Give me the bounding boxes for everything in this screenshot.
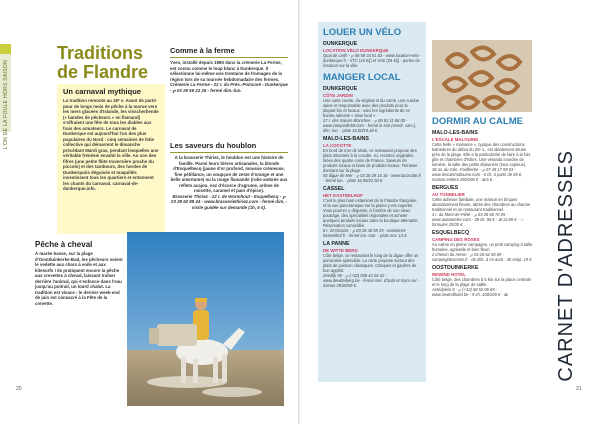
calme-text-3: Au calme en pleine campagne, un petit camping à taille humaine, agréable et bien fleuri.	[432, 242, 533, 252]
velo-text: Quai de Leith - ℘ 06 59 34 51 53 - www.location-velo-dunkerque.fr - VTC (16 €/j) et VAE (28 €/j) - portes de livraison sur la ville.	[323, 53, 421, 68]
ferme-section	[170, 46, 288, 93]
manger-name-4: DE WITTE BERG	[323, 248, 358, 253]
page-number-right: 21	[576, 386, 582, 392]
saveurs-heading: Les saveurs du houblon	[170, 141, 288, 153]
saveurs-text: À la brasserie Thiriez, le houblon est une histoire de famille. Parmi leurs bières artisanales, la blonde d'Esquelbecq (jaune d'or profond, mousse crémeuse, fine pétillance, un soupçon de zeste d'orange et une belle amertume) ou la rouge flamande (robe ambrée aux reflets acajou, nez d'écorce d'agrume, arôme de noisette, caramel et pain d'épice).	[170, 155, 288, 193]
manger-name-1: CÔTE JARDIN	[323, 93, 353, 98]
calme-name-3: CAMPING DES ROSES	[432, 237, 480, 242]
pretzel-photo	[432, 40, 532, 112]
side-strip-marker	[0, 44, 11, 54]
manger-address-4: Zeedijk 95 - ℘ (+32) 058 42 04 42 - www.dewitteberg.be - fermé mer. d'août et mars-avr. - menus 28/30/59 €.	[323, 273, 421, 288]
peche-text: À marée basse, sur la plage d'Oostduinkerke-Bad, les pêcheurs voient le vedette aux chars à voile et aux kitesurfs ! Ils pratiquent encore la pêche aux crevettes à cheval, laissant traîner derrière l'animal, qui s'enfonce dans l'eau jusqu'au poitrail, un lourd chalut. La tradition est vivace : le dernier week-end de juin est consacré à la Fête de la crevette.	[35, 251, 123, 306]
pretzel-illustration	[432, 40, 532, 112]
photo-illustration	[127, 232, 284, 406]
side-label: L'ON DE LA FOULE HORS SAISON	[3, 60, 9, 150]
velo-place: DUNKERQUE	[323, 41, 358, 47]
calme-address-4: Astridplein 8 - ℘ (+32) 58 52 06 69 - www.rewindhotel.be - 9 ch. 100/200 € - ⊠.	[432, 287, 509, 297]
manger-heading: MANGER LOCAL	[323, 72, 401, 83]
calme-text-1: Cette belle « malouine », typique des constructions balnéaires du début du 20ᵉ s., est idéalement située près de la plage. Elle a la particularité de faire à la fois gîte et chambres d'hôtes. Une véranda inondée de lumière, la salle des petits déjeuners (tous copieux).	[432, 142, 531, 167]
manger-name-3: HET KASTEELHOF	[323, 193, 363, 198]
manger-place-1: DUNKERQUE	[323, 86, 358, 92]
calme-name-4: REWIND HOTEL	[432, 272, 466, 277]
manger-text-2: En bord de mer de Malo, ce restaurant propose des plats mitonnés à la cocotte. Ici, recettes originales tirées des quatre coins de France. Saveurs de produits locaux et base de produits locaux. Terrasse donnant sur la plage.	[323, 148, 418, 173]
calme-place-4: OOSTDUINKERKE	[432, 265, 479, 271]
manger-address-1: 27 r. des Sœurs-Blanches - ℘ 09 81 11 88 00 - www.cotejardin59.com - fermé le soir (vendr. sam.), dim.-lun. - plats 15,50/19,40 €.	[323, 118, 417, 133]
calme-text-4: Côté belge, des chambres à 5 km sur la place centrale et le long de la plage de sable.	[432, 277, 531, 287]
calme-address-3: 2 chemin du Hemn - ℘ 03 28 62 90 09 - campingdesroses.fr - de déc. à mi-août - 40 empl. 19 €.	[432, 252, 533, 262]
saveurs-address: Brasserie Thiriez - 22 r. de Wormhout - Esquelbecq - ℘ 03 28 62 88 44 - www.brasseriethiriez.com - fermé dim. - visite guidée sur demande (1h, 6 €).	[171, 193, 287, 210]
ferme-address: Crèmerie La Ferme - 22 r. du Prés.-Poincaré - Dunkerque - ℘ 03 28 59 22 25 - fermé dim.-lun.	[170, 82, 288, 93]
manger-address-2: 55 digue de Mer - ℘ 03 28 29 15 16 - www.lacocotte.fr - fermé lun. - plats 16,90/22,50 €.	[323, 173, 421, 183]
calme-heading: DORMIR AU CALME	[432, 116, 523, 127]
saveurs-section	[170, 141, 288, 210]
velo-name: LOCATION VÉLO DUNKERQUE	[323, 48, 389, 53]
manger-place-3: CASSEL	[323, 186, 345, 192]
calme-name-1: L'ESCALE MALOUINE	[432, 137, 479, 142]
manger-name-2: LA COCOTTE	[323, 143, 352, 148]
calme-address-1: 38 av. du Gén.-Faidherbe - ℘ 07 49 17 99 03 - www.lescalemalouine.com - 5 ch. à partir de 85 €, maison entière 250/290 € - ⊠ 6 €.	[432, 167, 523, 182]
manger-text-3: C'est le plus haut estaminet de la Flandre française, et la vue panoramique sur la plaine y est superbe. Vous pourrez y déguster, à l'ombre de son vieux poutrage, des spécialités régionales et acheter quelques produits locaux dans la boutique attenante. Réservation conseillée.	[323, 198, 419, 228]
manger-text-4: Côté belge, ce restaurant le long de la digue offre un panorama splendide. La carte propose surtout des plats de poisson classiques. Critiques et gaufres de bon appétit.	[323, 253, 419, 273]
manger-text-1: Une carte courte, du végétal et du carné, une cuisine saine et responsable avec des produits pour la plupart bio et locaux : voici les ingrédients de ce bonne adresse « slow food ».	[323, 98, 420, 118]
calme-place-2: BERGUES	[432, 185, 459, 191]
calme-place-3: ESQUELBECQ	[432, 230, 470, 236]
calme-address-2: 4 r. du Mont-de-Piété - ℘ 03 28 68 70 05 - www.autonnelier.com - 39 ch. 96 € - ⊠ 12,80 € - ☞ formules 25/35 €.	[432, 212, 524, 227]
ferme-heading: Comme à la ferme	[170, 46, 288, 58]
carnaval-box	[57, 84, 165, 234]
vertical-section-title: CARNET D'ADRESSES	[555, 150, 577, 382]
address-column-1	[318, 22, 426, 382]
peche-heading: Pêche à cheval	[35, 240, 93, 249]
peche-section	[35, 240, 123, 306]
page-title: Traditions de Flandre	[57, 43, 149, 82]
page-number-left: 20	[16, 386, 22, 392]
manger-place-4: LA PANNE	[323, 241, 350, 247]
calme-text-2: Cette adresse familiale, une maison en briques abondamment fleurie, abrite des chambres au charme traditionnel et un restaurant traditionnel.	[432, 197, 531, 212]
carnaval-heading: Un carnaval mythique	[63, 87, 141, 96]
horseback-fishing-photo	[127, 232, 284, 406]
address-column-2	[432, 116, 534, 297]
ferme-text: Yves, installé depuis 1980 dans la crèmerie La Ferme, est connu comme le loup blanc à Dunkerque. Il sélectionne lui-même une trentaine de fromages de la région lors de sa tournée hebdomadaire des fermes.	[170, 60, 282, 82]
calme-name-2: AU TONNELIER	[432, 192, 465, 197]
carnaval-text: La tradition remonte au 18ᵉ s. Avant de partir pour de longs mois de pêche à la morue vers les mers glacées d'Islande, les visscherbende (« bandes de pêcheurs » en flamand) s'offraient une fête de tous les diables aux frais des armateurs. Le carnaval de Dunkerque est aujourd'hui l'un des plus populaires du Nord : cinq semaines de folie collective qui démarrent le dimanche précédant Mardi gras, pendant lesquelles une véritable frénésie envahit la ville. Au son des fifres (une petite flûte traversière proche du piccolo) et des tambours, des hordes de Dunkerquois déguisés et maquillés investissent tous les quartiers et entonnent les chants du carnaval. carnaval-de-dunkerque.info.	[63, 98, 159, 191]
calme-place-1: MALO-LES-BAINS	[432, 130, 478, 136]
manger-address-3: 8 r. St-Nicolas - ℘ 03 28 40 59 29 - estaminet-kasteelhof.fr - fermé lun.-mar. - plats env. 14 €.	[323, 228, 408, 238]
velo-heading: LOUER UN VÉLO	[323, 27, 402, 38]
manger-place-2: MALO-LES-BAINS	[323, 136, 369, 142]
